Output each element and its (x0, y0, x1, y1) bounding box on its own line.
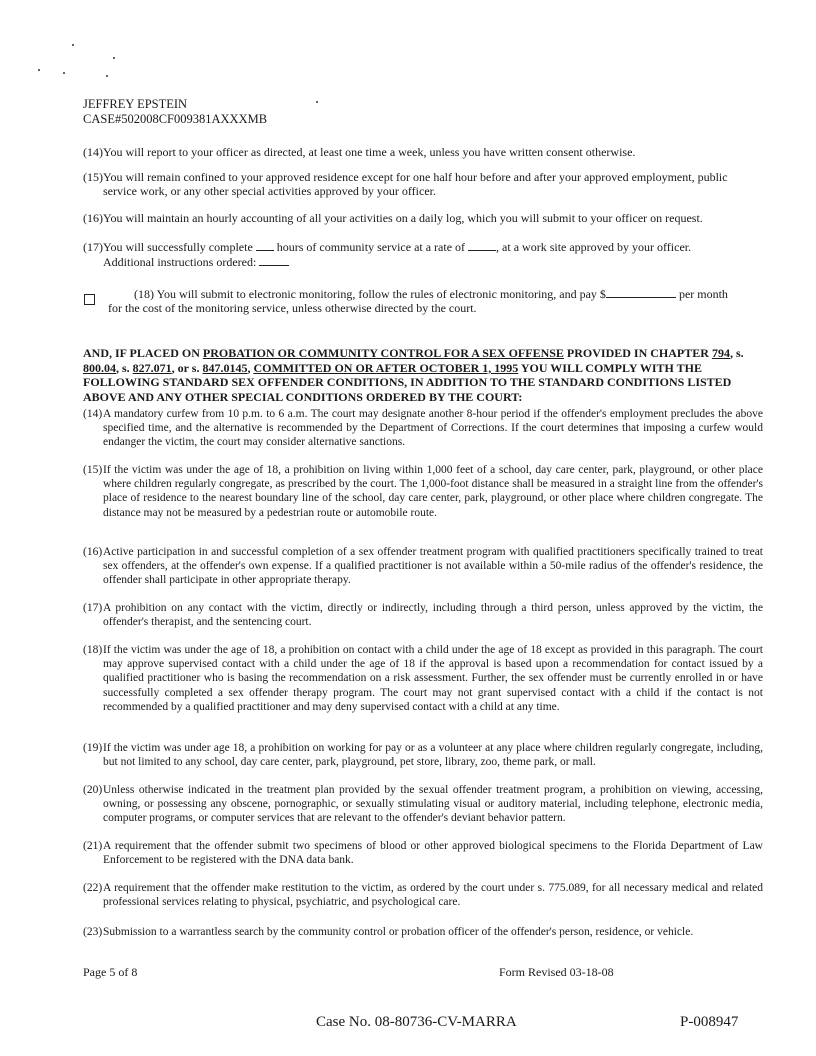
sex-condition-23: (23)Submission to a warrantless search by the community control or probation officer of the offender's person, residence, or vehicle. (83, 926, 694, 938)
condition-15: (15)You will remain confined to your approved residence except for one half hour before and after your approved employment, public service work, or any other special activities approved by your officer. (83, 170, 728, 199)
scan-speck (63, 72, 65, 74)
condition-17: (17)You will successfully complete hours of community service at a rate of , at a work site approved by your officer. Additional instructions ordered: (83, 240, 692, 270)
scan-speck (72, 44, 74, 46)
scan-speck (316, 101, 318, 103)
sex-condition-18: (18)If the victim was under the age of 18, a prohibition on contact with a child under the age of 18 except as provided in this paragraph. The court may approve supervised contact with a child under the age of 18 if the approval is based upon a recommendation for contact issued by a qualified practitioner who is basing the recommendation on a risk assessment. Further, the sex offender must be currently enrolled in or have successfully completed a sex offender therapy program. The court may not grant supervised contact with a child if the contact is not recommended by a qualified practitioner and may deny supervised contact with a child at any time. (83, 644, 763, 713)
sex-condition-21: (21)A requirement that the offender submit two specimens of blood or other approved biological specimens to the Florida Department of Law Enforcement to be registered with the DNA data bank. (83, 840, 763, 867)
page-number: Page 5 of 8 (83, 965, 138, 979)
hours-blank[interactable] (256, 239, 274, 251)
scan-speck (113, 57, 115, 59)
sex-condition-17: (17)A prohibition on any contact with the victim, directly or indirectly, including through a third person, unless approved by the victim, the offender's therapist, and the sentencing court. (83, 602, 763, 629)
sex-condition-15: (15)If the victim was under the age of 18, a prohibition on living within 1,000 feet of a school, day care center, park, playground, or other place where children regularly congregate, as prescribed by the court. The 1,000-foot distance shall be measured in a straight line from the offender's place of residence to the nearest boundary line of the school, day care center, park, playground, or other place where children congregate. The distance may not be measured by a pedestrian route or automobile route. (83, 464, 763, 519)
sex-condition-19: (19)If the victim was under age 18, a prohibition on working for pay or as a volunteer at any place where children regularly congregate, including, but not limited to any school, day care center, park, playground, pet store, library, zoo, theme park, or mall. (83, 742, 763, 769)
scan-speck (106, 75, 108, 77)
rate-blank[interactable] (468, 239, 496, 251)
condition-18: (18) You will submit to electronic monitoring, follow the rules of electronic monitoring, and pay $ per month for the cost of the monitoring service, unless otherwise directed by the court. (108, 287, 728, 316)
form-revised: Form Revised 03-18-08 (499, 965, 614, 979)
defendant-name: JEFFREY EPSTEIN (83, 97, 188, 111)
case-number: CASE#502008CF009381AXXXMB (83, 112, 268, 126)
electronic-monitoring-checkbox[interactable] (84, 294, 95, 305)
bates-number: P-008947 (680, 1014, 739, 1030)
case-number-stamp: Case No. 08-80736-CV-MARRA (316, 1014, 517, 1030)
instructions-blank[interactable] (259, 254, 289, 266)
sex-condition-16: (16)Active participation in and successful completion of a sex offender treatment program with qualified practitioners specifically trained to treat sex offenders, at the offender's own expense. If a qualified practitioner is not available within a 50-mile radius of the offender's residence, the offender shall participate in other appropriate therapy. (83, 546, 763, 587)
condition-16: (16)You will maintain an hourly accounting of all your activities on a daily log, which you will submit to your officer on request. (83, 211, 703, 225)
sex-condition-20: (20)Unless otherwise indicated in the treatment plan provided by the sexual offender treatment program, a prohibition on viewing, accessing, owning, or possessing any obscene, pornographic, or sexually stimulating visual or auditory material, including telephone, electronic media, computer programs, or computer services that are relevant to the offender's deviant behavior pattern. (83, 784, 763, 825)
sex-condition-22: (22)A requirement that the offender make restitution to the victim, as ordered by the court under s. 775.089, for all necessary medical and related professional services relating to physical, psychiatric, and psychological care. (83, 882, 763, 909)
scan-speck (38, 69, 40, 71)
sex-offense-heading: AND, IF PLACED ON PROBATION OR COMMUNITY CONTROL FOR A SEX OFFENSE PROVIDED IN CHAPTER 794, s. 800.04, s. 827.071, or s. 847.0145, COMMITTED ON OR AFTER OCTOBER 1, 1995 YOU WILL COMPLY WITH THE FOLLOWING STANDARD SEX OFFENDER CONDITIONS, IN ADDITION TO THE STANDARD CONDITIONS LISTED ABOVE AND ANY OTHER SPECIAL CONDITIONS ORDERED BY THE COURT: (83, 346, 744, 404)
document-header (83, 97, 267, 127)
condition-14: (14)You will report to your officer as directed, at least one time a week, unless you have written consent otherwise. (83, 145, 636, 159)
sex-condition-14: (14)A mandatory curfew from 10 p.m. to 6 a.m. The court may designate another 8-hour period if the offender's employment precludes the above specified time, and the alternative is recommended by the Department of Corrections. If the court determines that imposing a curfew would endanger the victim, the court may consider alternative sanctions. (83, 408, 763, 449)
monitoring-fee-blank[interactable] (606, 286, 676, 298)
